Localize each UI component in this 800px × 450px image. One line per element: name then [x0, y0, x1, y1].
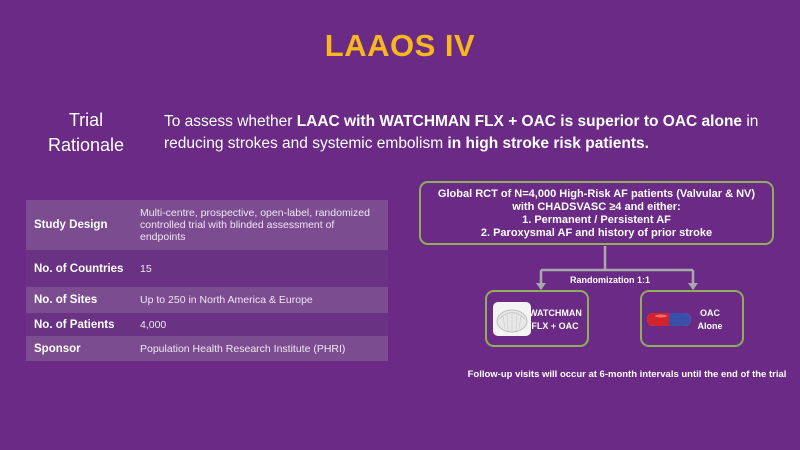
- rationale-label-line1: Trial: [68, 110, 104, 130]
- row-key: Study Design: [34, 219, 108, 231]
- watchman-arm-box: [485, 290, 589, 347]
- row-value: 15: [140, 262, 152, 275]
- oac-line2: Alone: [697, 321, 723, 331]
- rct-line1: Global RCT of N=4,000 High-Risk AF patients (Valvular & NV): [437, 188, 756, 200]
- rationale-text-part1: To assess whether: [164, 113, 297, 130]
- row-value: Population Health Research Institute (PHRI): [140, 342, 346, 355]
- row-value: Multi-centre, prospective, open-label, randomized controlled trial with blinded assessment of endpoints: [140, 207, 370, 243]
- row-key: No. of Sites: [34, 294, 98, 306]
- rct-item2: 2. Paroxysmal AF and history of prior stroke: [480, 227, 713, 239]
- row-key: Sponsor: [34, 342, 81, 355]
- row-key: No. of Patients: [34, 318, 115, 331]
- rct-line2: with CHADSVASC ≥4 and either:: [512, 201, 681, 213]
- watchman-arm-label: [529, 307, 581, 333]
- row-value: 4,000: [140, 318, 167, 331]
- followup-note: Follow-up visits will occur at 6-month intervals until the end of the trial: [467, 369, 787, 380]
- rationale-text-bold1: LAAC with WATCHMAN FLX + OAC is superior to OAC alone: [296, 113, 743, 130]
- watchman-line2: FLX + OAC: [531, 321, 579, 331]
- rct-population-box: [419, 181, 774, 245]
- arrow-right-icon: [688, 283, 698, 290]
- rationale-label-line2: Rationale: [47, 135, 125, 155]
- row-key: No. of Countries: [34, 262, 124, 275]
- rationale-text-bold2: in high stroke risk patients.: [447, 135, 649, 152]
- rct-item1: 1. Permanent / Persistent AF: [522, 214, 671, 226]
- oac-arm-label: [684, 307, 736, 333]
- watchman-line1: WATCHMAN: [529, 308, 582, 318]
- randomization-label: Randomization 1:1: [569, 275, 650, 285]
- row-value: Up to 250 in North America & Europe: [140, 294, 313, 306]
- oac-arm-box: [640, 290, 744, 347]
- arrow-left-icon: [536, 283, 546, 290]
- watchman-device-icon: [493, 302, 531, 336]
- rationale-text-part2: in reducing strokes and systemic embolism: [164, 113, 759, 152]
- slide-title: LAAOS IV: [324, 28, 476, 63]
- oac-line1: OAC: [700, 308, 720, 318]
